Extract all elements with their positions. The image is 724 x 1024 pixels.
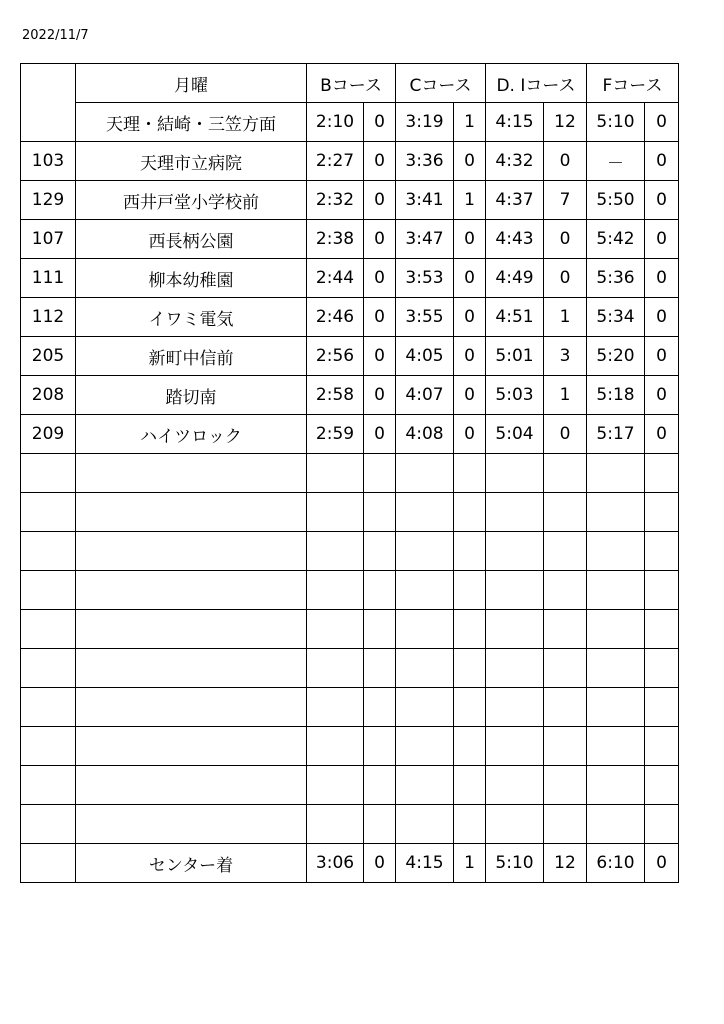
empty-cell (307, 454, 364, 493)
empty-cell (544, 454, 587, 493)
stop-time: 3:36 (396, 142, 454, 181)
empty-cell (486, 727, 544, 766)
empty-row (21, 532, 679, 571)
empty-cell (21, 493, 76, 532)
empty-cell (587, 727, 645, 766)
empty-cell (307, 766, 364, 805)
empty-cell (21, 727, 76, 766)
empty-row (21, 493, 679, 532)
empty-cell (364, 493, 396, 532)
stop-time: 4:51 (486, 298, 544, 337)
empty-cell (544, 493, 587, 532)
empty-cell (21, 610, 76, 649)
empty-cell (454, 805, 486, 844)
empty-cell (587, 805, 645, 844)
empty-cell (486, 493, 544, 532)
empty-cell (454, 766, 486, 805)
stop-name: 西長柄公園 (76, 220, 307, 259)
empty-cell (21, 805, 76, 844)
stop-time: 2:44 (307, 259, 364, 298)
stop-time: 5:42 (587, 220, 645, 259)
empty-cell (76, 610, 307, 649)
empty-cell (454, 571, 486, 610)
empty-cell (454, 649, 486, 688)
empty-cell (454, 454, 486, 493)
empty-row (21, 454, 679, 493)
empty-cell (76, 688, 307, 727)
stop-count: 0 (454, 337, 486, 376)
empty-cell (587, 493, 645, 532)
stop-count: 0 (645, 376, 679, 415)
empty-cell (364, 571, 396, 610)
empty-cell (396, 610, 454, 649)
course-header: D. Iコース (486, 64, 587, 103)
arrival-count: 0 (645, 844, 679, 883)
empty-cell (645, 571, 679, 610)
table-row (21, 142, 679, 181)
stop-count: 0 (544, 220, 587, 259)
empty-cell (544, 727, 587, 766)
empty-cell (645, 532, 679, 571)
stop-count: 0 (364, 298, 396, 337)
stop-time: 2:58 (307, 376, 364, 415)
stop-time: 5:50 (587, 181, 645, 220)
stop-code: 107 (21, 220, 76, 259)
header-row-courses (21, 64, 679, 103)
stop-name: 天理市立病院 (76, 142, 307, 181)
stop-count: 0 (544, 415, 587, 454)
departure-count: 0 (645, 103, 679, 142)
arrival-time: 6:10 (587, 844, 645, 883)
table-row (21, 259, 679, 298)
empty-cell (587, 649, 645, 688)
empty-cell (645, 454, 679, 493)
departure-time: 2:10 (307, 103, 364, 142)
stop-count: 0 (364, 142, 396, 181)
empty-cell (76, 454, 307, 493)
stop-time: 5:04 (486, 415, 544, 454)
empty-cell (21, 649, 76, 688)
empty-cell (364, 610, 396, 649)
arrival-code-cell (21, 844, 76, 883)
stop-count: 1 (544, 298, 587, 337)
stop-name: イワミ電気 (76, 298, 307, 337)
stop-code: 103 (21, 142, 76, 181)
stop-count: 0 (645, 259, 679, 298)
arrival-time: 5:10 (486, 844, 544, 883)
stop-time: － (587, 142, 645, 181)
empty-cell (544, 610, 587, 649)
stop-time: 2:27 (307, 142, 364, 181)
empty-cell (486, 610, 544, 649)
empty-cell (486, 532, 544, 571)
stop-time: 3:47 (396, 220, 454, 259)
stop-time: 3:41 (396, 181, 454, 220)
empty-cell (544, 688, 587, 727)
empty-cell (364, 727, 396, 766)
empty-cell (21, 688, 76, 727)
empty-cell (76, 766, 307, 805)
stop-name: 新町中信前 (76, 337, 307, 376)
empty-cell (76, 805, 307, 844)
table-row (21, 220, 679, 259)
empty-cell (396, 766, 454, 805)
table-row (21, 376, 679, 415)
empty-cell (486, 805, 544, 844)
course-header: Fコース (587, 64, 679, 103)
stop-time: 4:43 (486, 220, 544, 259)
stop-time: 4:37 (486, 181, 544, 220)
stop-count: 0 (454, 220, 486, 259)
stop-time: 4:08 (396, 415, 454, 454)
empty-cell (364, 532, 396, 571)
empty-row (21, 766, 679, 805)
stop-count: 0 (544, 259, 587, 298)
empty-cell (307, 805, 364, 844)
arrival-count: 0 (364, 844, 396, 883)
empty-cell (645, 610, 679, 649)
stop-time: 5:03 (486, 376, 544, 415)
stop-count: 0 (645, 142, 679, 181)
empty-row (21, 805, 679, 844)
empty-cell (645, 766, 679, 805)
code-header-cell (21, 64, 76, 142)
stop-count: 0 (364, 181, 396, 220)
empty-cell (645, 805, 679, 844)
stop-time: 3:53 (396, 259, 454, 298)
empty-cell (364, 649, 396, 688)
empty-cell (76, 727, 307, 766)
arrival-time: 3:06 (307, 844, 364, 883)
stop-code: 205 (21, 337, 76, 376)
stop-code: 129 (21, 181, 76, 220)
stop-count: 0 (364, 259, 396, 298)
arrival-count: 12 (544, 844, 587, 883)
stop-count: 0 (645, 415, 679, 454)
empty-row (21, 610, 679, 649)
table-row (21, 298, 679, 337)
empty-row (21, 727, 679, 766)
arrival-time: 4:15 (396, 844, 454, 883)
stop-time: 2:59 (307, 415, 364, 454)
empty-cell (76, 493, 307, 532)
print-date: 2022/11/7 (22, 28, 89, 43)
empty-cell (307, 649, 364, 688)
stop-time: 5:18 (587, 376, 645, 415)
stop-name: 踏切南 (76, 376, 307, 415)
stop-count: 7 (544, 181, 587, 220)
empty-cell (76, 571, 307, 610)
table-row (21, 181, 679, 220)
header-row-departure (21, 103, 679, 142)
empty-cell (454, 727, 486, 766)
empty-cell (76, 649, 307, 688)
stop-count: 3 (544, 337, 587, 376)
stop-count: 0 (645, 337, 679, 376)
stop-count: 0 (544, 142, 587, 181)
departure-time: 4:15 (486, 103, 544, 142)
empty-cell (396, 493, 454, 532)
empty-cell (454, 532, 486, 571)
stop-time: 5:36 (587, 259, 645, 298)
departure-time: 5:10 (587, 103, 645, 142)
stop-count: 0 (645, 298, 679, 337)
stop-time: 2:38 (307, 220, 364, 259)
empty-cell (396, 532, 454, 571)
empty-cell (454, 688, 486, 727)
stop-code: 208 (21, 376, 76, 415)
stop-count: 0 (645, 181, 679, 220)
stop-count: 0 (364, 376, 396, 415)
stop-name: ハイツロック (76, 415, 307, 454)
empty-cell (645, 649, 679, 688)
empty-cell (544, 649, 587, 688)
stop-name: 西井戸堂小学校前 (76, 181, 307, 220)
empty-cell (364, 454, 396, 493)
empty-cell (21, 532, 76, 571)
empty-cell (307, 727, 364, 766)
empty-cell (544, 766, 587, 805)
empty-cell (364, 688, 396, 727)
bus-schedule-table (20, 63, 679, 883)
departure-count: 0 (364, 103, 396, 142)
empty-cell (76, 532, 307, 571)
empty-cell (307, 493, 364, 532)
empty-cell (645, 688, 679, 727)
empty-cell (307, 532, 364, 571)
empty-cell (307, 688, 364, 727)
course-header: Cコース (396, 64, 486, 103)
arrival-row (21, 844, 679, 883)
stop-time: 4:49 (486, 259, 544, 298)
empty-cell (587, 688, 645, 727)
empty-cell (307, 610, 364, 649)
departure-count: 12 (544, 103, 587, 142)
stop-count: 0 (364, 415, 396, 454)
stop-count: 0 (454, 415, 486, 454)
stop-count: 1 (454, 181, 486, 220)
stop-time: 2:56 (307, 337, 364, 376)
stop-count: 1 (544, 376, 587, 415)
empty-cell (486, 766, 544, 805)
direction-label: 天理・結崎・三笠方面 (76, 103, 307, 142)
empty-cell (396, 688, 454, 727)
stop-code: 209 (21, 415, 76, 454)
empty-cell (364, 766, 396, 805)
stop-count: 0 (454, 259, 486, 298)
day-label: 月曜 (76, 64, 307, 103)
stop-count: 0 (454, 376, 486, 415)
departure-count: 1 (454, 103, 486, 142)
empty-cell (544, 805, 587, 844)
table-row (21, 415, 679, 454)
stop-count: 0 (454, 142, 486, 181)
arrival-count: 1 (454, 844, 486, 883)
stop-count: 0 (364, 337, 396, 376)
empty-cell (396, 454, 454, 493)
empty-cell (544, 532, 587, 571)
empty-cell (21, 454, 76, 493)
empty-cell (587, 454, 645, 493)
empty-row (21, 649, 679, 688)
empty-cell (396, 649, 454, 688)
table-row (21, 337, 679, 376)
empty-cell (587, 610, 645, 649)
empty-cell (396, 805, 454, 844)
empty-cell (396, 571, 454, 610)
empty-cell (307, 571, 364, 610)
empty-row (21, 571, 679, 610)
empty-cell (21, 571, 76, 610)
empty-cell (486, 454, 544, 493)
stop-time: 4:07 (396, 376, 454, 415)
empty-cell (486, 688, 544, 727)
empty-cell (486, 571, 544, 610)
empty-cell (486, 649, 544, 688)
empty-cell (364, 805, 396, 844)
stop-time: 5:20 (587, 337, 645, 376)
empty-cell (21, 766, 76, 805)
stop-code: 111 (21, 259, 76, 298)
empty-cell (454, 493, 486, 532)
stop-time: 4:32 (486, 142, 544, 181)
stop-time: 5:17 (587, 415, 645, 454)
empty-row (21, 688, 679, 727)
stop-count: 0 (454, 298, 486, 337)
stop-time: 5:01 (486, 337, 544, 376)
departure-time: 3:19 (396, 103, 454, 142)
course-header: Bコース (307, 64, 396, 103)
stop-time: 2:32 (307, 181, 364, 220)
empty-cell (587, 766, 645, 805)
empty-cell (587, 532, 645, 571)
empty-cell (645, 493, 679, 532)
empty-cell (396, 727, 454, 766)
stop-count: 0 (364, 220, 396, 259)
arrival-name: センター着 (76, 844, 307, 883)
stop-count: 0 (645, 220, 679, 259)
empty-cell (587, 571, 645, 610)
stop-time: 4:05 (396, 337, 454, 376)
stop-time: 5:34 (587, 298, 645, 337)
empty-cell (454, 610, 486, 649)
empty-cell (544, 571, 587, 610)
stop-time: 3:55 (396, 298, 454, 337)
stop-code: 112 (21, 298, 76, 337)
empty-cell (645, 727, 679, 766)
stop-time: 2:46 (307, 298, 364, 337)
stop-name: 柳本幼稚園 (76, 259, 307, 298)
